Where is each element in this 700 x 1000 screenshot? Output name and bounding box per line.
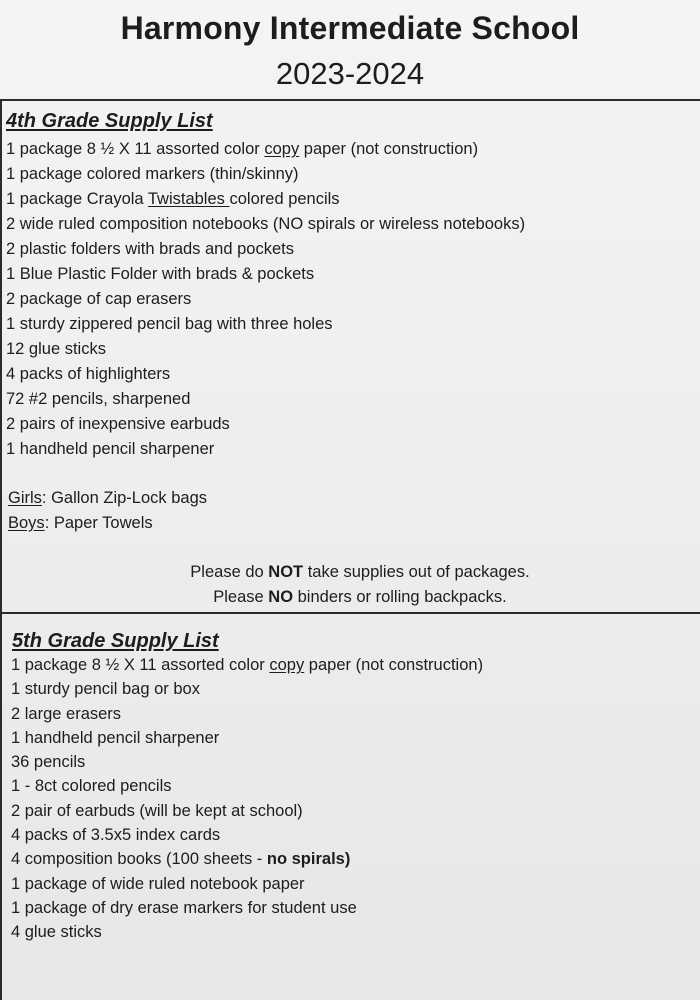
document-header xyxy=(0,0,700,99)
grade5-item-text: 1 package of dry erase markers for student use xyxy=(11,898,357,917)
note1-bold: NOT xyxy=(268,563,304,581)
grade5-item xyxy=(11,847,483,871)
grade5-item-text: no spirals) xyxy=(266,850,351,869)
grade4-item xyxy=(6,337,525,362)
grade4-item-text: 2 pairs of inexpensive earbuds xyxy=(6,415,230,433)
supply-notes xyxy=(0,560,700,610)
grade4-item xyxy=(6,312,525,337)
grade5-item-text: 4 packs of 3.5x5 index cards xyxy=(11,826,221,845)
grade4-item-text: 2 wide ruled composition notebooks (NO spirals or wireless notebooks) xyxy=(6,215,526,233)
grade5-item-text: 4 glue sticks xyxy=(11,923,102,942)
note-binders xyxy=(20,585,700,610)
grade4-item-text: 1 package 8 ½ X 11 assorted color xyxy=(6,140,265,158)
grade4-item xyxy=(6,387,525,412)
grade5-title: 5th Grade Supply List xyxy=(12,630,219,652)
grade4-item xyxy=(6,287,525,312)
grade5-item-text: 36 pencils xyxy=(11,753,86,772)
grade4-title: 4th Grade Supply List xyxy=(6,110,213,132)
grade4-item xyxy=(6,437,525,462)
grade5-item-text: copy xyxy=(269,656,305,674)
grade4-item xyxy=(6,237,525,262)
boys-item: : Paper Towels xyxy=(44,514,153,532)
grade5-item xyxy=(11,702,483,726)
grade4-item-text: 1 package colored markers (thin/skinny) xyxy=(6,165,299,183)
grade5-item xyxy=(11,653,483,677)
grade5-item xyxy=(11,896,483,920)
grade5-item-text: 2 large erasers xyxy=(11,704,122,723)
grade4-item xyxy=(6,187,525,212)
grade4-item xyxy=(6,212,525,237)
grade5-item-text: 2 pair of earbuds (will be kept at school) xyxy=(11,801,303,820)
grade4-item xyxy=(6,362,525,387)
grade5-item-text: 1 package of wide ruled notebook paper xyxy=(11,874,305,893)
boys-line xyxy=(8,511,207,536)
grade4-item-text: colored pencils xyxy=(229,190,340,208)
grade5-item xyxy=(11,799,483,823)
grade4-item-text: 2 package of cap erasers xyxy=(6,290,192,308)
grade4-item-text: 12 glue sticks xyxy=(6,340,106,358)
note2-bold: NO xyxy=(268,588,294,606)
grade4-item-text: copy xyxy=(264,140,300,158)
note1-pre: Please do xyxy=(190,563,269,581)
grade5-item xyxy=(11,872,483,896)
grade4-item xyxy=(6,412,525,437)
grade5-item xyxy=(11,920,483,944)
grade5-item-text: 1 sturdy pencil bag or box xyxy=(11,680,200,699)
grade4-item-text: 1 Blue Plastic Folder with brads & pockets xyxy=(6,265,315,283)
grade4-item xyxy=(6,262,525,287)
note2-post: binders or rolling backpacks. xyxy=(293,588,507,606)
grade5-item xyxy=(11,750,483,774)
school-name: Harmony Intermediate School xyxy=(120,10,580,46)
grade5-item xyxy=(11,726,483,750)
boys-label: Boys xyxy=(8,514,45,532)
grade5-item xyxy=(11,823,483,847)
grade5-item-text: 1 package 8 ½ X 11 assorted color xyxy=(11,656,270,674)
grade4-item-text: 1 package Crayola xyxy=(6,190,148,208)
section-divider xyxy=(0,612,700,614)
grade5-item-text: 1 - 8ct colored pencils xyxy=(11,777,172,796)
girls-boys-items xyxy=(8,486,207,536)
girls-label: Girls xyxy=(8,489,42,507)
grade5-item-text: 4 composition books (100 sheets - xyxy=(11,850,267,869)
grade4-item-text: 1 handheld pencil sharpener xyxy=(6,440,215,458)
grade5-supply-list xyxy=(11,653,483,945)
grade4-item-text: paper (not construction) xyxy=(299,140,479,158)
note-packages xyxy=(20,560,700,585)
grade4-item xyxy=(6,162,525,187)
grade4-item xyxy=(6,137,525,162)
grade5-item xyxy=(11,677,483,701)
grade5-item-text: paper (not construction) xyxy=(304,656,484,674)
grade5-item-text: 1 handheld pencil sharpener xyxy=(11,728,220,747)
note1-post: take supplies out of packages. xyxy=(303,563,530,581)
school-year: 2023-2024 xyxy=(275,56,425,91)
grade4-item-text: 1 sturdy zippered pencil bag with three holes xyxy=(6,315,333,333)
note2-pre: Please xyxy=(213,588,269,606)
left-border xyxy=(0,100,2,1000)
grade4-item-text: Twistables xyxy=(147,190,230,208)
grade4-item-text: 4 packs of highlighters xyxy=(6,365,171,383)
header-divider xyxy=(0,99,700,101)
grade5-item xyxy=(11,774,483,798)
grade4-supply-list xyxy=(6,137,525,462)
grade4-item-text: 72 #2 pencils, sharpened xyxy=(6,390,191,408)
girls-line xyxy=(8,486,207,511)
grade4-item-text: 2 plastic folders with brads and pockets xyxy=(6,240,294,258)
girls-item: : Gallon Zip-Lock bags xyxy=(41,489,208,507)
